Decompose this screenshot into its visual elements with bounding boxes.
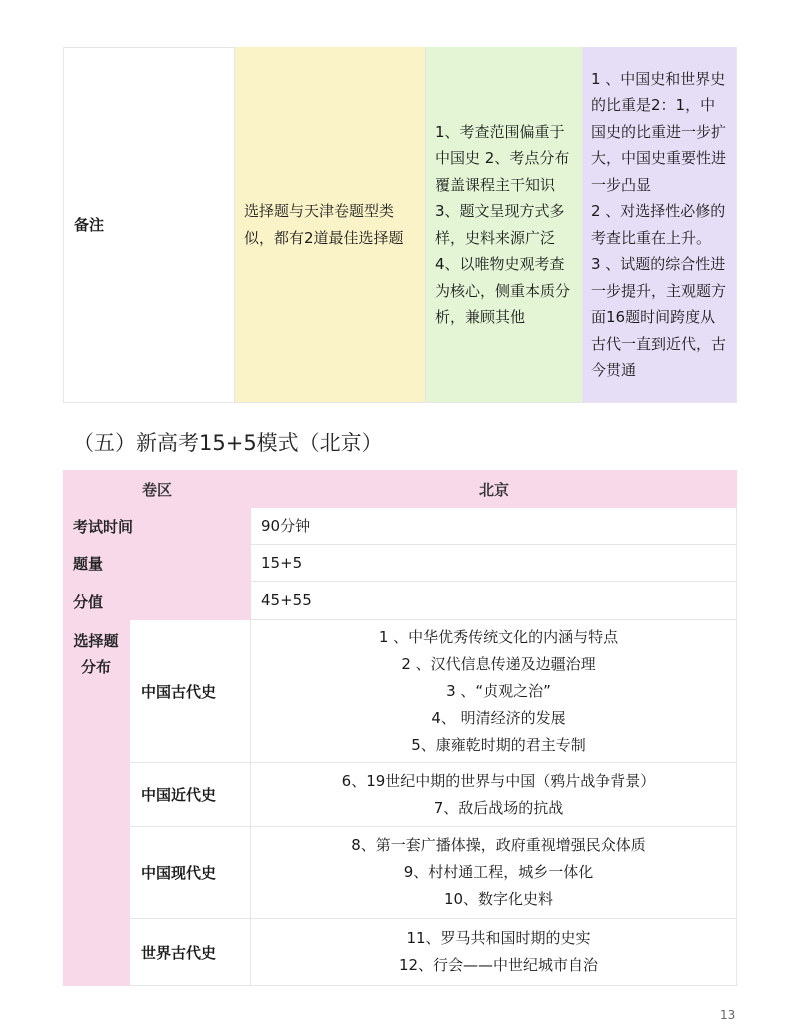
group-items [251, 827, 737, 919]
section-title: （五）新高考15+5模式（北京） [73, 431, 383, 455]
remarks-table [63, 47, 737, 403]
remarks-scope-item: 3、题文呈现方式多样，史料来源广泛 [435, 202, 565, 247]
choice-distribution-block [63, 620, 737, 986]
remarks-label-cell [63, 47, 235, 403]
remarks-scope-cell [426, 47, 583, 403]
table-header-row [63, 470, 737, 508]
group-items [251, 620, 737, 763]
remarks-ratio-cell [583, 47, 737, 403]
row-label: 分值 [73, 592, 104, 611]
row-label: 题量 [73, 555, 104, 573]
list-item: 9、村村通工程，城乡一体化 [403, 863, 594, 881]
row-value: 90分钟 [251, 508, 737, 545]
choice-label: 选择题分布 [73, 632, 119, 676]
remarks-scope-item: 2、考点分布覆盖课程主干知识 [435, 149, 570, 194]
list-item: 2 、汉代信息传递及边疆治理 [401, 654, 596, 673]
list-item: 3 、“贞观之治” [446, 681, 551, 700]
group-name: 中国现代史 [141, 864, 217, 882]
row-value: 45+55 [251, 582, 737, 620]
list-item: 4、 明清经济的发展 [431, 708, 566, 727]
row-label-cell [63, 582, 251, 620]
remarks-label: 备注 [74, 215, 105, 234]
list-item: 12、行会——中世纪城市自治 [398, 956, 599, 974]
group-name-cell [130, 827, 251, 919]
table-row [63, 508, 737, 545]
list-item: 10、数字化史料 [443, 890, 554, 908]
group-name-cell [130, 620, 251, 763]
row-label: 考试时间 [73, 518, 134, 536]
remarks-scope-item: 4、以唯物史观考查为核心，侧重本质分析，兼顾其他 [435, 255, 571, 326]
group-name-cell [130, 763, 251, 827]
header-beijing: 北京 [478, 480, 509, 499]
choice-label-cell [63, 620, 130, 986]
list-item: 11、罗马共和国时期的史实 [406, 929, 591, 947]
page-number: 13 [720, 1008, 736, 1022]
list-item: 1 、中华优秀传统文化的内涵与特点 [378, 627, 619, 646]
list-item: 6、19世纪中期的世界与中国（鸦片战争背景） [341, 771, 656, 790]
remarks-tianjin-text: 选择题与天津卷题型类似，都有2道最佳选择题 [244, 202, 404, 247]
remarks-ratio-item: 1 、中国史和世界史的比重是2：1，中国史的比重进一步扩大，中国史重要性进一步凸显 [591, 69, 727, 194]
group-items [251, 763, 737, 827]
header-exam-area: 卷区 [141, 480, 172, 499]
beijing-table [63, 470, 737, 986]
table-row [63, 582, 737, 620]
remarks-scope-item: 1、考查范围偏重于中国史 [435, 122, 565, 167]
group-name-cell [130, 919, 251, 986]
row-label-cell [63, 508, 251, 545]
group-name: 中国近代史 [141, 786, 217, 804]
remarks-ratio-item: 2 、对选择性必修的考查比重在上升。 [591, 202, 726, 247]
row-label-cell [63, 545, 251, 582]
list-item: 7、敌后战场的抗战 [433, 798, 564, 817]
list-item: 8、第一套广播体操，政府重视增强民众体质 [351, 836, 646, 854]
table-row [63, 545, 737, 582]
remarks-tianjin-cell [235, 47, 426, 403]
group-name: 世界古代史 [141, 943, 217, 962]
group-name: 中国古代史 [141, 682, 217, 701]
group-items [251, 919, 737, 986]
list-item: 5、康雍乾时期的君主专制 [411, 735, 586, 754]
row-value: 15+5 [251, 545, 737, 582]
remarks-ratio-item: 3 、试题的综合性进一步提升，主观题方面16题时间跨度从古代一直到近代，古今贯通 [591, 255, 727, 379]
